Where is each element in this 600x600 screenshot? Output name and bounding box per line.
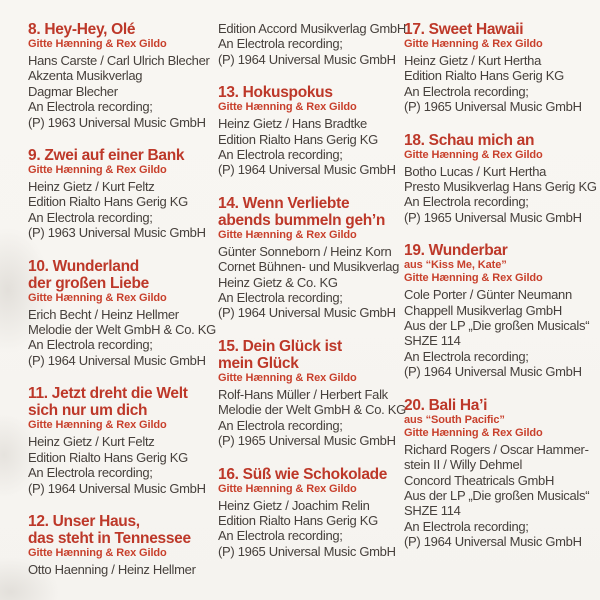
track-title: 17. Sweet Hawaii [404, 21, 524, 38]
credit-line: (P) 1964 Universal Music GmbH [404, 534, 582, 550]
credit-line: (P) 1965 Universal Music GmbH [404, 99, 582, 115]
track-artist: Gitte Hænning & Rex Gildo [404, 38, 543, 50]
credit-line: An Electrola recording; [404, 194, 529, 210]
track-artist: Gitte Hænning & Rex Gildo [28, 38, 167, 50]
credit-line: An Electrola recording; [28, 99, 153, 115]
credit-line: An Electrola recording; [218, 147, 343, 163]
track-title: sich nur um dich [28, 402, 148, 420]
track-artist: Gitte Hænning & Rex Gildo [28, 291, 167, 304]
track-block [404, 397, 592, 550]
track-block [218, 84, 400, 178]
credit-line: Edition Rialto Hans Gerig KG [218, 512, 378, 528]
tracklist-column-1 [28, 0, 216, 594]
track-title: das steht in Tennessee [28, 529, 191, 547]
tracklist-column-3 [404, 0, 597, 567]
credit-line: (P) 1965 Universal Music GmbH [218, 433, 396, 449]
credit-line: Richard Rogers / Oscar Hammer- [404, 441, 589, 457]
credit-line: An Electrola recording; [404, 348, 529, 364]
track-block [218, 195, 400, 321]
credit-line: stein II / Willy Dehmel [404, 457, 523, 473]
track-block [28, 385, 208, 496]
track-block [218, 466, 400, 560]
track-title: 19. Wunderbar [404, 242, 508, 260]
track-continuation-block [218, 21, 406, 67]
credit-line: (P) 1963 Universal Music GmbH [28, 114, 206, 130]
credit-line: (P) 1964 Universal Music GmbH [218, 51, 396, 67]
credit-line: Aus der LP „Die großen Musicals“ [404, 318, 590, 334]
track-block [404, 21, 592, 115]
credit-line: An Electrola recording; [218, 528, 343, 544]
track-title: 14. Wenn Verliebte [218, 194, 350, 212]
credit-line: Otto Haenning / Heinz Hellmer [28, 561, 196, 577]
credit-line: Akzenta Musikverlag [28, 68, 143, 84]
track-title: 11. Jetzt dreht die Welt [28, 385, 188, 403]
credit-line: Heinz Gietz / Kurt Feltz [28, 434, 155, 450]
credit-line: Cole Porter / Günter Neumann [404, 287, 572, 303]
credit-line: SHZE 114 [404, 503, 461, 519]
track-title: 16. Süß wie Schokolade [218, 465, 388, 483]
credit-line: Edition Accord Musikverlag GmbH [218, 21, 406, 36]
track-title: 18. Schau mich an [404, 131, 535, 149]
track-subtitle: aus “South Pacific” [404, 413, 505, 426]
credit-line: Günter Sonneborn / Heinz Korn [218, 243, 392, 259]
credit-line: SHZE 114 [404, 333, 461, 349]
track-artist: Gitte Hænning & Rex Gildo [404, 148, 543, 161]
credit-line: An Electrola recording; [28, 337, 153, 353]
credit-line: Heinz Gietz / Hans Bradtke [218, 116, 367, 132]
track-artist: Gitte Hænning & Rex Gildo [218, 228, 357, 241]
track-artist: Gitte Hænning & Rex Gildo [218, 371, 357, 384]
track-artist: Gitte Hænning & Rex Gildo [28, 546, 167, 559]
track-title: der großen Liebe [28, 274, 149, 292]
track-artist: Gitte Hænning & Rex Gildo [28, 419, 167, 432]
credit-line: Hans Carste / Carl Ulrich Blecher [28, 53, 210, 68]
credit-line: (P) 1964 Universal Music GmbH [404, 364, 582, 380]
credit-line: (P) 1964 Universal Music GmbH [218, 305, 396, 321]
credit-line: Melodie der Welt GmbH & Co. KG [218, 402, 406, 418]
track-artist: Gitte Hænning & Rex Gildo [218, 101, 357, 114]
track-artist: Gitte Hænning & Rex Gildo [218, 482, 357, 495]
track-title: 12. Unser Haus, [28, 512, 140, 530]
credit-line: Erich Becht / Heinz Hellmer [28, 306, 179, 322]
track-artist: Gitte Hænning & Rex Gildo [28, 164, 167, 177]
track-block [28, 257, 216, 369]
credit-line: Heinz Gietz / Kurt Hertha [404, 53, 541, 68]
credit-line: An Electrola recording; [404, 83, 529, 99]
credit-line: Presto Musikverlag Hans Gerig KG [404, 179, 597, 195]
track-title: 20. Bali Ha’i [404, 396, 488, 414]
track-artist: Gitte Hænning & Rex Gildo [404, 272, 543, 285]
credit-line: (P) 1965 Universal Music GmbH [218, 543, 396, 559]
credit-line: Edition Rialto Hans Gerig KG [28, 449, 188, 465]
track-title: abends bummeln geh’n [218, 211, 386, 229]
credit-line: Heinz Gietz & Co. KG [218, 274, 338, 290]
track-artist: Gitte Hænning & Rex Gildo [404, 426, 543, 439]
credit-line: An Electrola recording; [28, 209, 153, 225]
credit-line: (P) 1963 Universal Music GmbH [28, 225, 206, 241]
track-block [28, 147, 208, 241]
credit-line: Cornet Bühnen- und Musikverlag [218, 259, 400, 275]
track-title: 9. Zwei auf einer Bank [28, 147, 185, 165]
credit-line: Dagmar Blecher [28, 83, 118, 99]
track-title: 13. Hokuspokus [218, 84, 333, 102]
credit-line: Botho Lucas / Kurt Hertha [404, 163, 547, 179]
credit-line: Aus der LP „Die großen Musicals“ [404, 487, 590, 503]
credit-line: Edition Rialto Hans Gerig KG [404, 68, 564, 84]
credit-line: Heinz Gietz / Joachim Relin [218, 497, 370, 513]
track-block [28, 513, 208, 577]
credit-line: (P) 1964 Universal Music GmbH [28, 352, 206, 368]
credit-line: An Electrola recording; [218, 417, 343, 433]
credit-line: Heinz Gietz / Kurt Feltz [28, 179, 155, 195]
tracklist-column-2 [218, 0, 406, 576]
track-title: 8. Hey-Hey, Olé [28, 21, 136, 38]
credit-line: (P) 1964 Universal Music GmbH [218, 162, 396, 178]
credit-line: An Electrola recording; [218, 36, 343, 52]
track-title: 10. Wunderland [28, 257, 139, 275]
credit-line: Edition Rialto Hans Gerig KG [218, 131, 378, 147]
track-block [218, 337, 406, 449]
track-block [404, 242, 592, 379]
credit-line: An Electrola recording; [28, 465, 153, 481]
credit-line: Concord Theatricals GmbH [404, 472, 555, 488]
credit-line: An Electrola recording; [218, 290, 343, 306]
credit-line: (P) 1965 Universal Music GmbH [404, 209, 582, 225]
credit-line: Chappell Musikverlag GmbH [404, 302, 562, 318]
credit-line: (P) 1964 Universal Music GmbH [28, 480, 206, 496]
credit-line: Edition Rialto Hans Gerig KG [28, 194, 188, 210]
track-block [404, 131, 597, 226]
credit-line: An Electrola recording; [404, 518, 529, 534]
credit-line: Rolf-Hans Müller / Herbert Falk [218, 386, 388, 402]
track-subtitle: aus “Kiss Me, Kate” [404, 259, 507, 272]
track-title: 15. Dein Glück ist [218, 337, 342, 355]
track-title: mein Glück [218, 354, 299, 372]
track-block [28, 21, 208, 130]
credit-line: Melodie der Welt GmbH & Co. KG [28, 322, 216, 338]
